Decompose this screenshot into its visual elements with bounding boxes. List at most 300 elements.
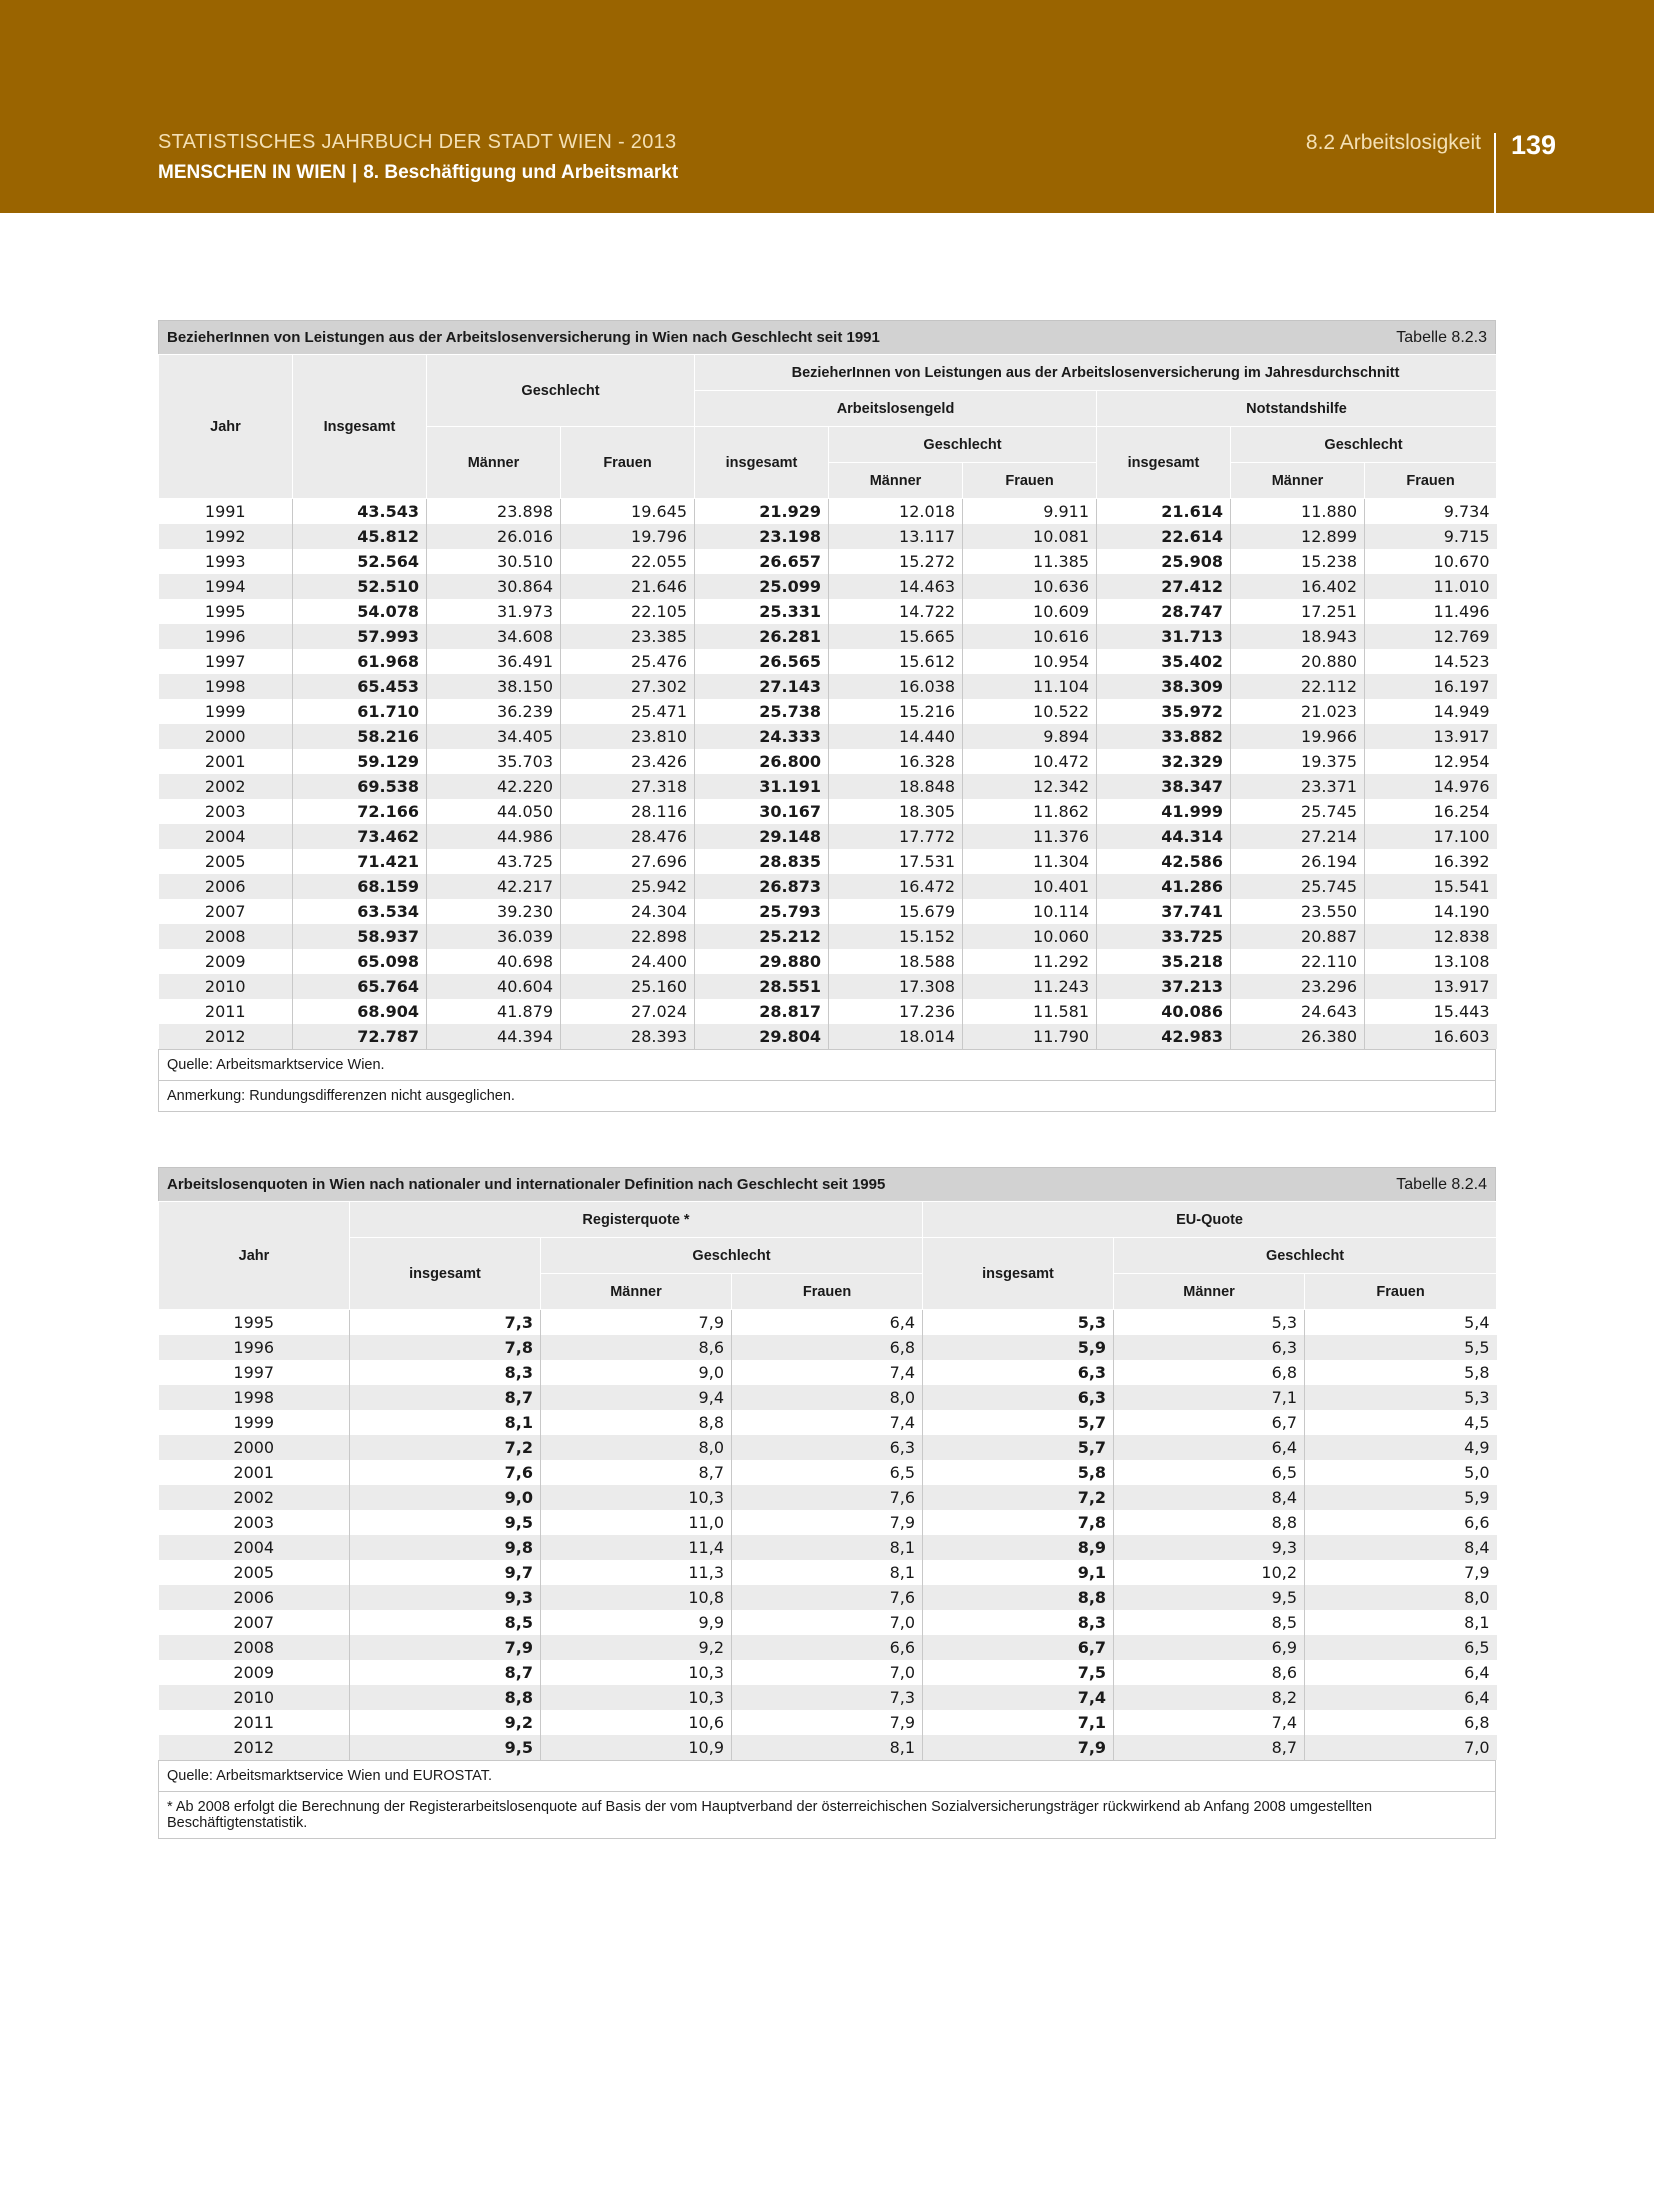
value-cell: 35.703 [427,749,561,774]
value-cell: 5,7 [923,1410,1114,1435]
col-nsh-frauen: Frauen [1365,463,1497,499]
value-cell: 11.790 [963,1024,1097,1049]
value-cell: 7,9 [732,1710,923,1735]
value-cell: 6,8 [1114,1360,1305,1385]
value-cell: 25.476 [561,649,695,674]
table-row [159,1435,1497,1460]
value-cell: 11.862 [963,799,1097,824]
value-cell: 72.787 [293,1024,427,1049]
table-row [159,924,1497,949]
year-cell: 2000 [159,1435,350,1460]
value-cell: 10.114 [963,899,1097,924]
value-cell: 6,5 [732,1460,923,1485]
table-caption [158,320,1496,354]
value-cell: 8,4 [1305,1535,1497,1560]
value-cell: 8,4 [1114,1485,1305,1510]
value-cell: 8,1 [350,1410,541,1435]
value-cell: 9,1 [923,1560,1114,1585]
value-cell: 9,5 [1114,1585,1305,1610]
col-notstandshilfe: Notstandshilfe [1097,391,1497,427]
col-jahr: Jahr [159,355,293,499]
table-8-2-3 [158,320,1496,1112]
value-cell: 43.543 [293,499,427,525]
value-cell: 28.817 [695,999,829,1024]
table-id: Tabelle 8.2.3 [1396,328,1487,346]
value-cell: 19.645 [561,499,695,525]
table-row [159,1510,1497,1535]
value-cell: 32.329 [1097,749,1231,774]
table-row [159,1460,1497,1485]
year-cell: 2007 [159,899,293,924]
year-cell: 1997 [159,1360,350,1385]
value-cell: 58.216 [293,724,427,749]
value-cell: 8,1 [732,1560,923,1585]
value-cell: 8,0 [732,1385,923,1410]
year-cell: 2003 [159,799,293,824]
year-cell: 2010 [159,1685,350,1710]
value-cell: 11.880 [1231,499,1365,525]
value-cell: 17.531 [829,849,963,874]
col-reg-maenner: Männer [541,1274,732,1310]
value-cell: 6,9 [1114,1635,1305,1660]
value-cell: 14.523 [1365,649,1497,674]
value-cell: 12.769 [1365,624,1497,649]
table-row [159,699,1497,724]
value-cell: 10.401 [963,874,1097,899]
value-cell: 23.385 [561,624,695,649]
value-cell: 40.604 [427,974,561,999]
value-cell: 27.696 [561,849,695,874]
value-cell: 9,5 [350,1510,541,1535]
year-cell: 2000 [159,724,293,749]
value-cell: 7,0 [1305,1735,1497,1760]
value-cell: 9,3 [1114,1535,1305,1560]
value-cell: 38.150 [427,674,561,699]
col-eu-insgesamt: insgesamt [923,1238,1114,1310]
value-cell: 9.911 [963,499,1097,525]
table-row [159,999,1497,1024]
value-cell: 20.880 [1231,649,1365,674]
value-cell: 11,4 [541,1535,732,1560]
value-cell: 8,0 [541,1435,732,1460]
value-cell: 71.421 [293,849,427,874]
table-8-2-4 [158,1167,1496,1839]
value-cell: 11.496 [1365,599,1497,624]
value-cell: 10,9 [541,1735,732,1760]
year-cell: 2002 [159,1485,350,1510]
table-row [159,974,1497,999]
year-cell: 1996 [159,624,293,649]
value-cell: 23.426 [561,749,695,774]
value-cell: 22.055 [561,549,695,574]
value-cell: 8,3 [923,1610,1114,1635]
year-cell: 1993 [159,549,293,574]
value-cell: 15.272 [829,549,963,574]
value-cell: 14.440 [829,724,963,749]
value-cell: 22.112 [1231,674,1365,699]
value-cell: 16.392 [1365,849,1497,874]
value-cell: 7,0 [732,1660,923,1685]
value-cell: 16.038 [829,674,963,699]
value-cell: 10,3 [541,1660,732,1685]
table-row [159,1735,1497,1760]
value-cell: 13.917 [1365,974,1497,999]
value-cell: 14.949 [1365,699,1497,724]
value-cell: 52.510 [293,574,427,599]
table-row [159,949,1497,974]
value-cell: 8,1 [732,1735,923,1760]
table-row [159,824,1497,849]
value-cell: 35.218 [1097,949,1231,974]
value-cell: 17.308 [829,974,963,999]
value-cell: 28.116 [561,799,695,824]
chapter-part: MENSCHEN IN WIEN [158,162,346,183]
value-cell: 26.657 [695,549,829,574]
year-cell: 2008 [159,1635,350,1660]
value-cell: 11.292 [963,949,1097,974]
value-cell: 27.412 [1097,574,1231,599]
value-cell: 39.230 [427,899,561,924]
value-cell: 6,4 [1305,1685,1497,1710]
value-cell: 7,0 [732,1610,923,1635]
yearbook-title: STATISTISCHES JAHRBUCH DER STADT WIEN - 2013 [158,131,677,153]
value-cell: 8,6 [1114,1660,1305,1685]
value-cell: 21.646 [561,574,695,599]
table-row [159,1710,1497,1735]
unemployment-rate-table [158,1201,1497,1760]
value-cell: 54.078 [293,599,427,624]
value-cell: 17.251 [1231,599,1365,624]
value-cell: 16.254 [1365,799,1497,824]
year-cell: 1996 [159,1335,350,1360]
benefits-table [158,354,1497,1049]
value-cell: 57.993 [293,624,427,649]
value-cell: 8,8 [923,1585,1114,1610]
value-cell: 5,4 [1305,1310,1497,1336]
value-cell: 25.471 [561,699,695,724]
year-cell: 2002 [159,774,293,799]
value-cell: 6,6 [732,1635,923,1660]
value-cell: 7,4 [732,1360,923,1385]
value-cell: 6,8 [732,1335,923,1360]
value-cell: 19.375 [1231,749,1365,774]
value-cell: 41.999 [1097,799,1231,824]
header-divider [1494,133,1496,213]
value-cell: 38.309 [1097,674,1231,699]
value-cell: 26.800 [695,749,829,774]
value-cell: 10,3 [541,1485,732,1510]
value-cell: 9,9 [541,1610,732,1635]
value-cell: 13.917 [1365,724,1497,749]
value-cell: 10.472 [963,749,1097,774]
value-cell: 19.966 [1231,724,1365,749]
table-note: Anmerkung: Rundungsdifferenzen nicht ausgeglichen. [158,1081,1496,1112]
value-cell: 7,4 [1114,1710,1305,1735]
value-cell: 9,0 [541,1360,732,1385]
table-row [159,1024,1497,1049]
col-eu-geschlecht: Geschlecht [1114,1238,1497,1274]
col-jahr: Jahr [159,1202,350,1310]
year-cell: 1999 [159,1410,350,1435]
value-cell: 7,9 [923,1735,1114,1760]
value-cell: 7,1 [923,1710,1114,1735]
value-cell: 45.812 [293,524,427,549]
col-frauen: Frauen [561,427,695,499]
col-eu-frauen: Frauen [1305,1274,1497,1310]
value-cell: 9,2 [541,1635,732,1660]
year-cell: 2011 [159,1710,350,1735]
value-cell: 42.217 [427,874,561,899]
value-cell: 6,3 [923,1360,1114,1385]
year-cell: 2006 [159,874,293,899]
table-row [159,1410,1497,1435]
table-row [159,524,1497,549]
value-cell: 13.108 [1365,949,1497,974]
year-cell: 2012 [159,1735,350,1760]
value-cell: 11.104 [963,674,1097,699]
col-alg-maenner: Männer [829,463,963,499]
value-cell: 42.220 [427,774,561,799]
table-row [159,1310,1497,1336]
value-cell: 22.105 [561,599,695,624]
value-cell: 10.670 [1365,549,1497,574]
value-cell: 6,3 [1114,1335,1305,1360]
value-cell: 15.238 [1231,549,1365,574]
value-cell: 14.722 [829,599,963,624]
year-cell: 1997 [159,649,293,674]
value-cell: 22.110 [1231,949,1365,974]
value-cell: 26.873 [695,874,829,899]
table-row [159,1685,1497,1710]
value-cell: 23.550 [1231,899,1365,924]
section-title: 8.2 Arbeitslosigkeit [1305,131,1481,154]
value-cell: 29.804 [695,1024,829,1049]
value-cell: 15.216 [829,699,963,724]
value-cell: 16.328 [829,749,963,774]
value-cell: 15.541 [1365,874,1497,899]
table-title: Arbeitslosenquoten in Wien nach nationaler und internationaler Definition nach Geschlecht seit 1995 [167,1176,886,1193]
value-cell: 44.314 [1097,824,1231,849]
value-cell: 61.710 [293,699,427,724]
value-cell: 43.725 [427,849,561,874]
value-cell: 25.099 [695,574,829,599]
value-cell: 37.741 [1097,899,1231,924]
page-number: 139 [1511,130,1557,160]
value-cell: 11.304 [963,849,1097,874]
year-cell: 2004 [159,824,293,849]
value-cell: 68.159 [293,874,427,899]
col-nsh-maenner: Männer [1231,463,1365,499]
value-cell: 5,9 [923,1335,1114,1360]
value-cell: 25.908 [1097,549,1231,574]
value-cell: 5,9 [1305,1485,1497,1510]
year-cell: 2001 [159,749,293,774]
value-cell: 23.810 [561,724,695,749]
value-cell: 12.954 [1365,749,1497,774]
value-cell: 61.968 [293,649,427,674]
table-row [159,849,1497,874]
value-cell: 16.603 [1365,1024,1497,1049]
value-cell: 10.616 [963,624,1097,649]
value-cell: 72.166 [293,799,427,824]
table-row [159,1485,1497,1510]
value-cell: 65.453 [293,674,427,699]
value-cell: 7,8 [923,1510,1114,1535]
year-cell: 1992 [159,524,293,549]
value-cell: 22.614 [1097,524,1231,549]
value-cell: 17.772 [829,824,963,849]
col-reg-frauen: Frauen [732,1274,923,1310]
value-cell: 14.463 [829,574,963,599]
value-cell: 7,3 [350,1310,541,1336]
value-cell: 26.016 [427,524,561,549]
value-cell: 28.551 [695,974,829,999]
value-cell: 10.522 [963,699,1097,724]
value-cell: 8,7 [350,1660,541,1685]
value-cell: 5,0 [1305,1460,1497,1485]
value-cell: 27.214 [1231,824,1365,849]
value-cell: 27.318 [561,774,695,799]
value-cell: 9,8 [350,1535,541,1560]
table-row [159,574,1497,599]
chapter-name: 8. Beschäftigung und Arbeitsmarkt [363,162,679,183]
value-cell: 52.564 [293,549,427,574]
value-cell: 33.725 [1097,924,1231,949]
year-cell: 2011 [159,999,293,1024]
year-cell: 2005 [159,849,293,874]
year-cell: 2009 [159,949,293,974]
value-cell: 10,6 [541,1710,732,1735]
value-cell: 36.239 [427,699,561,724]
value-cell: 30.167 [695,799,829,824]
value-cell: 30.864 [427,574,561,599]
value-cell: 9,7 [350,1560,541,1585]
value-cell: 25.745 [1231,874,1365,899]
table-row [159,1535,1497,1560]
value-cell: 23.198 [695,524,829,549]
value-cell: 9,4 [541,1385,732,1410]
value-cell: 7,1 [1114,1385,1305,1410]
subtitle-separator: | [351,162,358,183]
value-cell: 23.296 [1231,974,1365,999]
table-id: Tabelle 8.2.4 [1396,1175,1487,1193]
value-cell: 27.024 [561,999,695,1024]
table-source: Quelle: Arbeitsmarktservice Wien. [158,1049,1496,1081]
table-row [159,724,1497,749]
value-cell: 35.402 [1097,649,1231,674]
value-cell: 5,5 [1305,1335,1497,1360]
value-cell: 24.304 [561,899,695,924]
value-cell: 31.191 [695,774,829,799]
col-nsh-geschlecht: Geschlecht [1231,427,1497,463]
value-cell: 8,5 [350,1610,541,1635]
value-cell: 44.050 [427,799,561,824]
value-cell: 17.100 [1365,824,1497,849]
value-cell: 8,1 [732,1535,923,1560]
year-cell: 2012 [159,1024,293,1049]
value-cell: 11.243 [963,974,1097,999]
value-cell: 11.010 [1365,574,1497,599]
value-cell: 16.472 [829,874,963,899]
value-cell: 8,0 [1305,1585,1497,1610]
value-cell: 34.405 [427,724,561,749]
value-cell: 26.194 [1231,849,1365,874]
value-cell: 5,8 [1305,1360,1497,1385]
value-cell: 25.793 [695,899,829,924]
value-cell: 7,4 [732,1410,923,1435]
value-cell: 6,3 [732,1435,923,1460]
value-cell: 31.713 [1097,624,1231,649]
value-cell: 18.588 [829,949,963,974]
value-cell: 37.213 [1097,974,1231,999]
value-cell: 25.942 [561,874,695,899]
value-cell: 30.510 [427,549,561,574]
value-cell: 44.986 [427,824,561,849]
value-cell: 68.904 [293,999,427,1024]
value-cell: 42.586 [1097,849,1231,874]
value-cell: 6,6 [1305,1510,1497,1535]
year-cell: 1995 [159,1310,350,1336]
value-cell: 27.143 [695,674,829,699]
year-cell: 1999 [159,699,293,724]
col-maenner: Männer [427,427,561,499]
col-alg-frauen: Frauen [963,463,1097,499]
value-cell: 26.565 [695,649,829,674]
year-cell: 1998 [159,674,293,699]
value-cell: 18.848 [829,774,963,799]
table-row [159,1635,1497,1660]
table-footnote: * Ab 2008 erfolgt die Berechnung der Registerarbeitslosenquote auf Basis der vom Hauptverband der österreichischen Sozialversicherungsträger rückwirkend ab Anfang 2008 umgestellten Beschäftigtenstatistik. [158,1792,1496,1839]
value-cell: 7,9 [350,1635,541,1660]
value-cell: 4,9 [1305,1435,1497,1460]
value-cell: 19.796 [561,524,695,549]
chapter-subtitle [158,162,678,184]
table-title: BezieherInnen von Leistungen aus der Arbeitslosenversicherung in Wien nach Geschlecht seit 1991 [167,329,880,346]
value-cell: 21.023 [1231,699,1365,724]
value-cell: 11.385 [963,549,1097,574]
year-cell: 2003 [159,1510,350,1535]
value-cell: 41.879 [427,999,561,1024]
value-cell: 11,3 [541,1560,732,1585]
value-cell: 8,7 [350,1385,541,1410]
table-body [159,1310,1497,1761]
value-cell: 29.880 [695,949,829,974]
value-cell: 8,6 [541,1335,732,1360]
table-row [159,899,1497,924]
value-cell: 59.129 [293,749,427,774]
value-cell: 69.538 [293,774,427,799]
value-cell: 8,1 [1305,1610,1497,1635]
value-cell: 26.380 [1231,1024,1365,1049]
col-insgesamt: Insgesamt [293,355,427,499]
value-cell: 22.898 [561,924,695,949]
year-cell: 2006 [159,1585,350,1610]
value-cell: 28.835 [695,849,829,874]
value-cell: 8,7 [541,1460,732,1485]
value-cell: 25.331 [695,599,829,624]
value-cell: 6,5 [1114,1460,1305,1485]
value-cell: 15.612 [829,649,963,674]
value-cell: 36.039 [427,924,561,949]
value-cell: 6,4 [1305,1660,1497,1685]
col-arbeitslosengeld: Arbeitslosengeld [695,391,1097,427]
value-cell: 29.148 [695,824,829,849]
value-cell: 5,3 [1305,1385,1497,1410]
value-cell: 6,3 [923,1385,1114,1410]
table-row [159,1610,1497,1635]
value-cell: 24.400 [561,949,695,974]
value-cell: 28.747 [1097,599,1231,624]
